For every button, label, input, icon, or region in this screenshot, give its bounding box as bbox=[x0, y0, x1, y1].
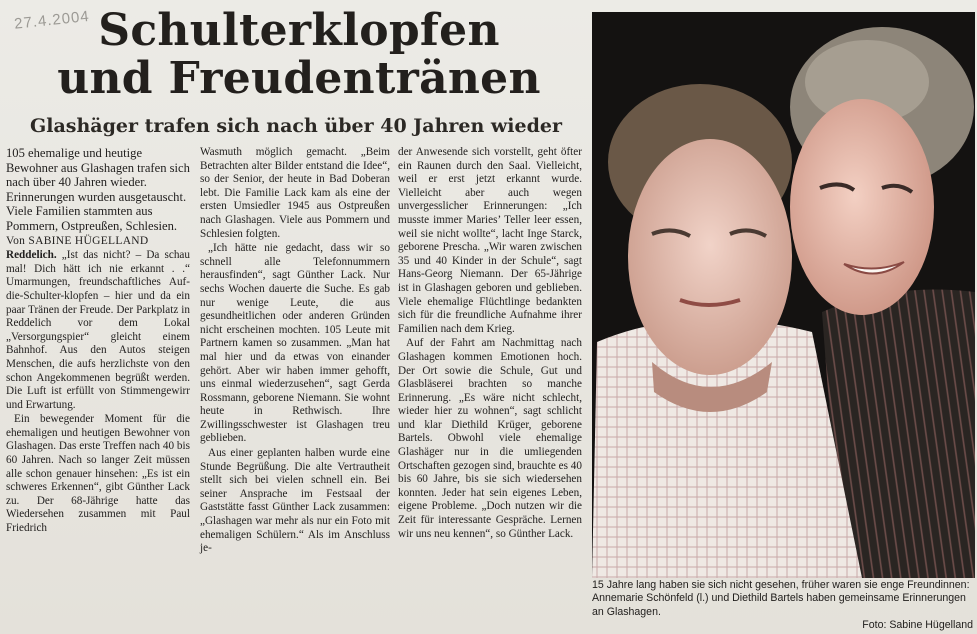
article-intro: 105 ehemalige und heutige Bewohner aus Glashagen trafen sich nach über 40 Jahren wieder. Erinnerungen wurden ausgetauscht. Viele Familien stammten aus Pommern, Ostpreußen, Schlesien. bbox=[6, 146, 190, 233]
article-paragraph bbox=[6, 249, 190, 412]
photo-credit: Foto: Sabine Hügelland bbox=[862, 619, 973, 631]
left-woman-face bbox=[628, 139, 792, 375]
article-paragraph: „Ich hätte nie gedacht, dass wir so schnell alle Telefonnummern herausfinden“, sagt Günther Lack. Nur sechs Wochen dauerte die Suche. Es gab nur wenige Leute, die aus gesundheitlichen oder anderen Gründen nicht erscheinen mochten. 105 Leute mit Partnern kamen so zusammen. „Man hat mal hier und da etwas von einander gehört. Aber wir haben immer gehofft, uns einmal wiederzusehen“, sagt Gerda Rossmann, geborene Niemann. Sie wohnt heute in Rethwisch. Ihre Zwillingsschwester ist Glashagen treu geblieben. bbox=[200, 242, 390, 445]
headline-line-1: Schulterklopfen bbox=[98, 5, 500, 56]
article-paragraph: Auf der Fahrt am Nachmittag nach Glashagen kommen Emotionen hoch. Der Ort sowie die Schule, Gut und Glasbläserei brachten so manche Erinnerung. „Es wäre nicht schlecht, wieder hier zu wohnen“, sagt schlicht und klar Diethild Krüger, geborene Bartels. Obwohl viele ehemalige Glashäger nur in die umliegenden Ortschaften gezogen sind, brauchte es 40 bis 60 Jahre, bis sie sich wiedersehen konnten. Jeder hat sein eigenes Leben, eigene Probleme. „Doch nutzen wir die Zeit für interessante Gespräche. Lernen wir uns neu kennen“, so Günther Lack. bbox=[398, 337, 582, 540]
article-photo bbox=[592, 12, 975, 578]
article-column-3 bbox=[398, 146, 582, 542]
subheadline: Glashäger trafen sich nach über 40 Jahren wieder bbox=[30, 115, 562, 137]
article-paragraph: Ein bewegender Moment für die ehemaligen und heutigen Bewohner von Glashagen. Das erste Treffen nach 40 bis 60 Jahren. Nach so langer Zeit müssen alle schon genauer hinsehen: „Es ist ein schweres Erkennen“, gibt Günther Lack zu. Der 68-Jährige hatte das Wiedersehen zusammen mit Paul Friedrich bbox=[6, 413, 190, 535]
byline: Von SABINE HÜGELLAND bbox=[6, 234, 149, 247]
article-paragraph: Wasmuth möglich gemacht. „Beim Betrachten alter Bilder entstand die Idee“, so der Senior, der heute in Bad Doberan lebt. Die Familie Lack kam als eine der ersten Umsiedler 1945 aus Ostpreußen nach Glashagen. Viele aus Pommern und Schlesien folgten. bbox=[200, 146, 390, 240]
right-woman-face bbox=[790, 99, 934, 315]
dateline: Reddelich. bbox=[6, 249, 57, 262]
article-paragraph: der Anwesende sich vorstellt, geht öfter ein Raunen durch den Saal. Vielleicht, weil er erst jetzt erkannt wurde. Vielleicht aber auch wegen unvergesslicher Erinnerungen: „Ich musste immer Maries’ Teller leer essen, weil sie nicht wollte“, lacht Inge Starck, geborene Prescha. „Wir waren zwischen 35 und 40 Kinder in der Schule“, sagt Hans-Georg Niemann. Der 65-Jährige ist in Glashagen geboren und geblieben. Viele ehemalige Flüchtlinge bedankten sich für die freundliche Aufnahme ihrer Familien nach dem Krieg. bbox=[398, 146, 582, 335]
photo-caption: 15 Jahre lang haben sie sich nicht gesehen, früher waren sie enge Freundinnen: Annemarie Schönfeld (l.) und Diethild Bartels haben gemeinsame Erinnerungen an Glashagen. bbox=[592, 579, 970, 618]
article-paragraph: Aus einer geplanten halben wurde eine Stunde Begrüßung. Die alte Vertrautheit stellt sich bei vielen schnell ein. Bei seiner Ansprache im Festsaal der Gaststätte fasst Günther Lack zusammen: „Glashagen war mehr als nur ein Foto mit ehemaligen Schülern.“ Als im Anschluss je- bbox=[200, 447, 390, 555]
article-column-1 bbox=[6, 146, 190, 537]
headline-line-2: und Freudentränen bbox=[57, 53, 541, 104]
handwritten-date: 27.4.2004 bbox=[13, 7, 91, 33]
article-column-2 bbox=[200, 146, 390, 557]
paragraph-text: „Ist das nicht? – Da schau mal! Dich hätt ich nie erkannt . .“ Umarmungen, freundschaftliches Auf-die-Schulter-klopfen – hier und da ein paar Tränen der Freude. Der Parkplatz in Reddelich vor dem Lokal „Versorgungspier“ gleicht einem Bahnhof. Aus den Autos steigen Menschen, die aufs herzlichste von den schon Angekommenen begrüßt werden. Die Luft ist erfüllt von Stimmengewirr und Erwartung. bbox=[6, 249, 190, 411]
photo-two-women bbox=[592, 12, 975, 578]
